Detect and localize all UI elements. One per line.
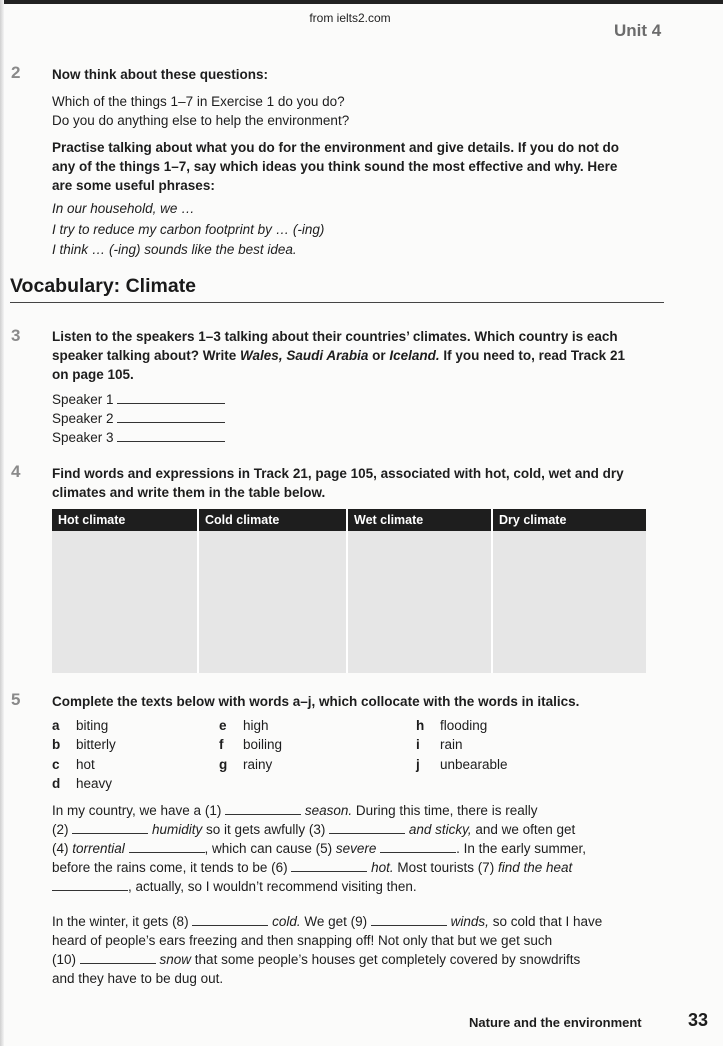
text-fragment: Most tourists (7)	[393, 860, 498, 875]
page-number: 33	[688, 1010, 709, 1030]
text-fragment: (2)	[52, 822, 73, 837]
text-fragment: . In the early summer,	[456, 841, 586, 856]
table-answer-row	[52, 531, 646, 673]
option-item	[52, 755, 116, 774]
unit-label: Unit 4	[614, 21, 662, 40]
option-word: flooding	[440, 718, 488, 733]
paragraph-line	[52, 950, 602, 969]
option-letter: i	[416, 737, 420, 753]
option-word: biting	[76, 718, 109, 733]
option-item	[52, 774, 116, 793]
gap-4-blank[interactable]	[129, 840, 205, 853]
italic-collocate: winds,	[450, 914, 489, 929]
option-letter: a	[52, 718, 60, 733]
text-fragment: so cold that I have	[488, 914, 603, 929]
text-fragment: During this time, there is really	[352, 803, 538, 818]
paragraph-line	[52, 839, 586, 858]
top-border	[0, 0, 723, 4]
country-names: Wales, Saudi Arabia	[240, 348, 369, 363]
option-item	[219, 716, 282, 735]
option-word: rainy	[243, 756, 273, 772]
phrase-line: I try to reduce my carbon footprint by … (-ing)	[52, 221, 325, 237]
gap-6-blank[interactable]	[291, 859, 367, 872]
text-fragment: (4)	[52, 841, 73, 856]
italic-collocate: severe	[335, 841, 377, 856]
practise-line: any of the things 1–7, say which ideas you think sound the most effective and why. Here	[52, 159, 618, 174]
footer-chapter-title: Nature and the environment	[469, 1015, 642, 1030]
option-letter: e	[219, 718, 227, 733]
question-line: Do you do anything else to help the environment?	[52, 113, 350, 128]
option-item	[416, 716, 508, 735]
instruction-line: climates and write them in the table below.	[52, 485, 326, 500]
header-hot-climate: Hot climate	[52, 509, 199, 531]
exercise-2-number: 2	[11, 63, 21, 82]
instruction-fragment: or	[368, 348, 390, 363]
instruction-fragment: speaker talking about? Write	[52, 348, 241, 363]
option-letter: h	[416, 718, 425, 733]
option-item	[52, 716, 116, 735]
text-fragment: We get (9)	[300, 914, 371, 929]
exercise-2-instruction: Now think about these questions:	[52, 67, 269, 82]
option-item	[416, 755, 508, 774]
text-fragment: (10)	[52, 952, 80, 967]
exercise-4-number: 4	[11, 462, 21, 481]
header-cold-climate: Cold climate	[199, 509, 348, 531]
climate-table	[52, 509, 646, 673]
option-letter: g	[219, 756, 228, 772]
text-fragment: and we often get	[471, 822, 576, 837]
paragraph-line	[52, 801, 586, 820]
header-dry-climate: Dry climate	[493, 509, 646, 531]
wet-climate-cell[interactable]	[348, 531, 493, 673]
exercise-3-number: 3	[11, 326, 21, 345]
options-column-1	[52, 716, 116, 793]
answer-blank[interactable]	[117, 410, 225, 423]
gap-3-blank[interactable]	[329, 821, 405, 834]
paragraph-line	[52, 858, 586, 877]
option-letter: j	[416, 756, 420, 772]
header-wet-climate: Wet climate	[348, 509, 493, 531]
options-column-2	[219, 716, 282, 774]
speaker-label: Speaker 2	[52, 411, 114, 426]
gap-10-blank[interactable]	[80, 951, 156, 964]
practise-line: Practise talking about what you do for the environment and give details. If you do not do	[52, 140, 620, 155]
gap-9-blank[interactable]	[371, 913, 447, 926]
vocabulary-heading: Vocabulary: Climate	[10, 275, 197, 297]
speaker-row	[52, 390, 225, 409]
italic-collocate: cold.	[272, 914, 301, 929]
exercise-5-number: 5	[11, 690, 21, 709]
hot-climate-cell[interactable]	[52, 531, 199, 673]
gap-fill-paragraph-1	[52, 801, 586, 896]
option-item	[52, 735, 116, 754]
italic-collocate: find the heat	[497, 860, 573, 875]
text-fragment: before the rains come, it tends to be (6)	[52, 860, 292, 875]
exercise-3-instruction	[52, 327, 625, 384]
text-fragment: , which can cause (5)	[204, 841, 336, 856]
answer-blank[interactable]	[117, 429, 225, 442]
option-word: unbearable	[440, 756, 508, 772]
gap-2-blank[interactable]	[72, 821, 148, 834]
option-word: bitterly	[76, 737, 116, 753]
speaker-label: Speaker 1	[52, 392, 114, 407]
instruction-line: Find words and expressions in Track 21, page 105, associated with hot, cold, wet and dry	[52, 466, 624, 481]
text-fragment: that some people’s houses get completely covered by snowdrifts	[191, 952, 581, 967]
paragraph-line	[52, 912, 602, 931]
gap-1-blank[interactable]	[225, 802, 301, 815]
gap-fill-paragraph-2	[52, 912, 602, 988]
country-name: Iceland.	[389, 348, 440, 363]
useful-phrases	[52, 199, 324, 261]
phrase-line: In our household, we …	[52, 201, 195, 216]
italic-collocate: snow	[159, 952, 192, 967]
option-word: hot	[76, 756, 95, 772]
text-fragment: In the winter, it gets (8)	[52, 914, 193, 929]
option-word: boiling	[243, 737, 283, 753]
speaker-row	[52, 428, 225, 447]
option-word: heavy	[76, 775, 113, 791]
instruction-line	[52, 346, 625, 365]
options-column-3	[416, 716, 508, 774]
speaker-label: Speaker 3	[52, 430, 114, 445]
option-letter: b	[52, 737, 61, 753]
gap-5-blank[interactable]	[380, 840, 456, 853]
italic-collocate: and sticky,	[408, 822, 472, 837]
exercise-4-instruction	[52, 464, 624, 502]
text-fragment: so it gets awfully (3)	[202, 822, 330, 837]
paragraph-line	[52, 877, 586, 896]
cold-climate-cell[interactable]	[199, 531, 348, 673]
option-letter: c	[52, 756, 60, 772]
gap-7-blank[interactable]	[52, 878, 128, 891]
option-item	[219, 755, 282, 774]
option-item	[219, 735, 282, 754]
exercise-2-practise-text	[52, 138, 619, 195]
phrase-line: I think … (-ing) sounds like the best idea.	[52, 242, 297, 257]
instruction-line: Listen to the speakers 1–3 talking about their countries’ climates. Which country is each	[52, 329, 618, 344]
speaker-answers	[52, 390, 225, 447]
option-item	[416, 735, 508, 754]
gap-8-blank[interactable]	[192, 913, 268, 926]
italic-collocate: hot.	[371, 860, 394, 875]
paragraph-line: heard of people’s ears freezing and then snapping off! Not only that but we get such	[52, 933, 553, 948]
italic-collocate: torrential	[72, 841, 125, 856]
text-fragment: , actually, so I wouldn’t recommend visiting then.	[128, 879, 417, 894]
italic-collocate: humidity	[152, 822, 203, 837]
table-header-row	[52, 509, 646, 531]
instruction-line: on page 105.	[52, 367, 134, 382]
exercise-2-questions	[52, 92, 349, 130]
dry-climate-cell[interactable]	[493, 531, 646, 673]
question-line: Which of the things 1–7 in Exercise 1 do you do?	[52, 94, 345, 109]
heading-rule	[10, 302, 664, 303]
practise-line: are some useful phrases:	[52, 178, 215, 193]
page-gutter-shadow	[0, 0, 4, 1046]
instruction-fragment: If you need to, read Track 21	[439, 348, 625, 363]
option-word: rain	[440, 737, 463, 753]
exercise-5-instruction: Complete the texts below with words a–j, which collocate with the words in italics.	[52, 694, 580, 709]
option-word: high	[243, 718, 269, 733]
paragraph-line	[52, 820, 586, 839]
option-letter: d	[52, 775, 61, 791]
source-watermark: from ielts2.com	[309, 11, 391, 25]
italic-collocate: season.	[304, 803, 353, 818]
answer-blank[interactable]	[117, 391, 225, 404]
paragraph-line: and they have to be dug out.	[52, 971, 224, 986]
option-letter: f	[219, 737, 224, 753]
speaker-row	[52, 409, 225, 428]
text-fragment: In my country, we have a (1)	[52, 803, 226, 818]
